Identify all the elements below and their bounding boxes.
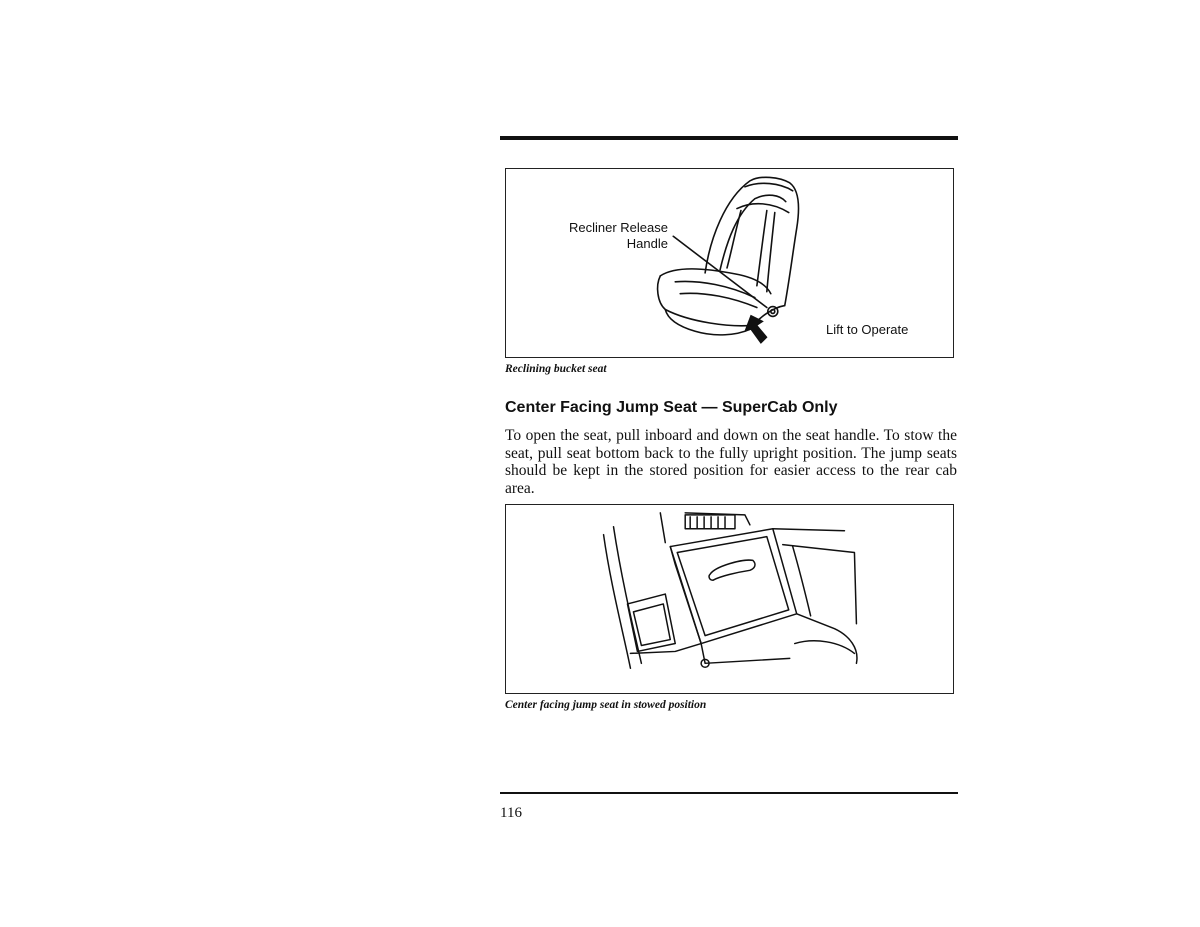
page-number: 116 [500, 805, 522, 821]
section-heading: Center Facing Jump Seat — SuperCab Only [505, 399, 838, 416]
lift-to-operate-callout: Lift to Operate [826, 322, 909, 337]
footer-rule [500, 792, 958, 794]
figure-reclining-bucket-seat [505, 168, 954, 358]
figure-jump-seat-stowed [505, 504, 954, 694]
jump-seat-illustration [506, 505, 953, 693]
recliner-release-callout: Recliner Release Handle [569, 220, 668, 251]
figure-1-caption: Reclining bucket seat [505, 363, 607, 375]
section-body: To open the seat, pull inboard and down on the seat handle. To stow the seat, pull seat bottom back to the fully upright position. The jump seats should be kept in the stored position for easier access to the rear cab area. [505, 427, 957, 497]
figure-2-caption: Center facing jump seat in stowed position [505, 699, 707, 711]
header-rule [500, 136, 958, 140]
